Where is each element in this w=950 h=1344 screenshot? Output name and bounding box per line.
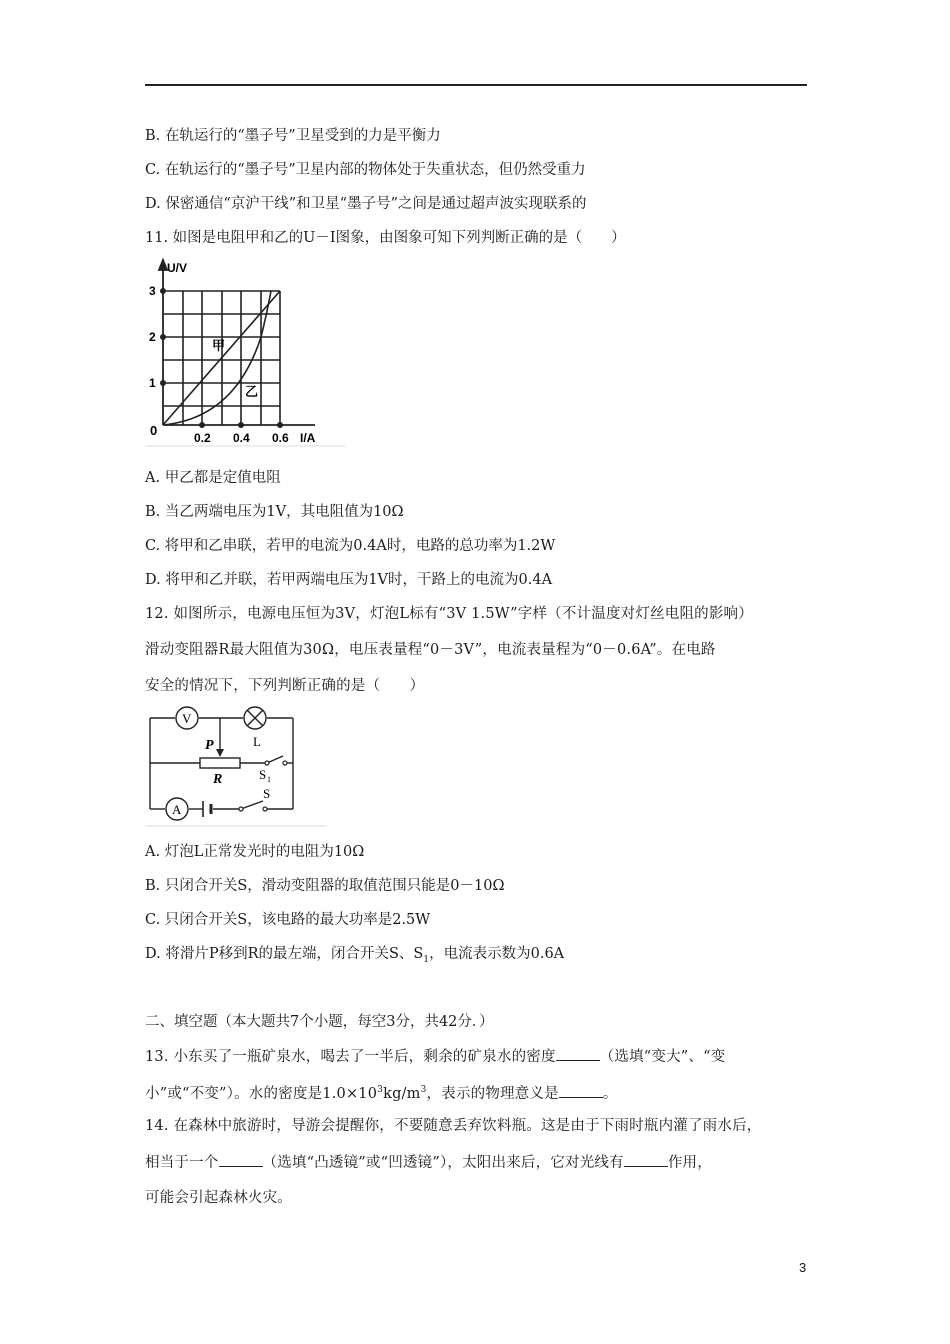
y-tick-3: 3 <box>149 284 156 298</box>
q11-option-a: A. 甲乙都是定值电阻 <box>145 470 281 486</box>
y-axis-arrow-icon <box>159 260 167 270</box>
lamp-label: L <box>253 734 261 749</box>
q13-blank-2[interactable] <box>559 1083 603 1098</box>
q14-blank-1[interactable] <box>219 1152 263 1167</box>
q12-stem-line2: 滑动变阻器R最大阻值为30Ω，电压表量程“0－3V”，电流表量程为“0－0.6A”。在电路 <box>145 642 716 658</box>
q12-stem-line3: 安全的情况下，下列判断正确的是（ ） <box>145 678 425 694</box>
origin-label: 0 <box>150 423 158 438</box>
rheostat-label: R <box>213 772 223 787</box>
x-tick-0-4: 0.4 <box>233 431 250 445</box>
ui-graph-figure <box>145 258 345 448</box>
q10-option-b: B. 在轨运行的“墨子号”卫星受到的力是平衡力 <box>145 128 441 144</box>
q14-line1: 14. 在森林中旅游时，导游会提醒你，不要随意丢弃饮料瓶。这是由于下雨时瓶内灌了雨水后， <box>145 1118 762 1134</box>
q11-stem: 11. 如图是电阻甲和乙的U－I图象，由图象可知下列判断正确的是（ ） <box>145 230 626 246</box>
slider-label: P <box>205 738 214 753</box>
voltmeter-label: V <box>182 711 192 726</box>
q12-stem-line1: 12. 如图所示，电源电压恒为3V，灯泡L标有“3V 1.5W”字样（不计温度对灯丝电阻的影响） <box>145 606 753 622</box>
q14-blank-2[interactable] <box>624 1152 668 1167</box>
circuit-diagram <box>145 706 327 828</box>
q13-blank-1[interactable] <box>556 1046 600 1061</box>
switch1-label: S <box>259 767 267 782</box>
q11-option-c: C. 将甲和乙串联，若甲的电流为0.4A时，电路的总功率为1.2W <box>145 538 556 554</box>
slider-arrow-icon <box>216 749 224 757</box>
rheostat-box <box>200 758 240 768</box>
section2-heading: 二、填空题（本大题共7个小题，每空3分，共42分．） <box>145 1014 494 1030</box>
ammeter-label: A <box>172 802 182 817</box>
q11-option-b: B. 当乙两端电压为1V，其电阻值为10Ω <box>145 504 404 520</box>
curve-yi <box>163 291 271 425</box>
x-tick-0-6: 0.6 <box>272 431 289 445</box>
y-tick-1: 1 <box>149 376 156 390</box>
switch-main-label: S <box>263 786 271 801</box>
curve-label-jia: 甲 <box>212 338 226 353</box>
q12-option-a: A. 灯泡L正常发光时的电阻为10Ω <box>145 844 365 860</box>
q14-line3: 可能会引起森林火灾。 <box>145 1190 292 1206</box>
y-tick-2: 2 <box>149 330 156 344</box>
x-axis-label: I/A <box>300 431 316 445</box>
q10-option-d: D. 保密通信“京沪干线”和卫星“墨子号”之间是通过超声波实现联系的 <box>145 196 587 212</box>
q13-line1: 13. 小东买了一瓶矿泉水，喝去了一半后，剩余的矿泉水的密度 （选填“变大”、“变 <box>145 1046 725 1067</box>
q13-line2: 小”或“不变”）。水的密度是$1.0\times 10^3kg/m^3$，表示的物理意义是 。 <box>145 1080 618 1104</box>
header-rule <box>145 84 807 86</box>
q14-line2: 相当于一个 （选填“凸透镜”或“凹透镜”），太阳出来后，它对光线有 作用， <box>145 1152 712 1173</box>
switch1-subscript: 1 <box>267 775 271 784</box>
q12-option-b: B. 只闭合开关S，滑动变阻器的取值范围只能是0－10Ω <box>145 878 505 894</box>
q12-option-d: D. 将滑片P移到R的最左端，闭合开关S、$S_1$，电流表示数为0.6A <box>145 946 565 965</box>
x-tick-0-2: 0.2 <box>194 431 211 445</box>
y-axis-label: U/V <box>167 261 188 275</box>
q12-option-c: C. 只闭合开关S，该电路的最大功率是2.5W <box>145 912 431 928</box>
curve-label-yi: 乙 <box>245 384 259 399</box>
q10-option-c: C. 在轨运行的“墨子号”卫星内部的物体处于失重状态，但仍然受重力 <box>145 162 586 178</box>
q11-option-d: D. 将甲和乙并联，若甲两端电压为1V时，干路上的电流为0.4A <box>145 572 553 588</box>
page-number: 3 <box>799 1260 807 1275</box>
